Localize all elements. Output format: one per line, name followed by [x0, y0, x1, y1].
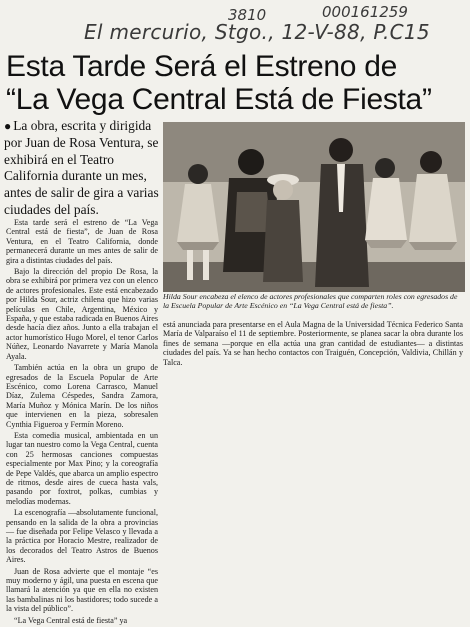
lead-text: La obra, escrita y dirigida por Juan de Rosa Ventura, se exhibirá en el Teatro California durante un mes, antes de salir de gira a varias ciudades del país.: [4, 118, 159, 217]
body-paragraph: Esta comedia musical, ambientada en un lugar tan nuestro como la Vega Central, cuenta con 25 hermosas canciones compuestas especialmente por Max Pino; y la coreografía de Pepe Valdés, que abarca un amplio espectro de ritmos, desde aires de cueca hasta vals, pasando por foxtrot, polkas, cumbias y melodías modernas.: [6, 430, 158, 506]
article-body-left-column: [6, 218, 158, 627]
body-paragraph: También actúa en la obra un grupo de egresados de la Escuela Popular de Arte Escénico, como Lorena Carrasco, Manuel Díaz, Zulema Céspedes, Sandra Zamora, María Muñoz y Mónica Marín. De los niños que intervienen en la pieza, sobresalen Cynthia Figueroa y Fermín Moreno.: [6, 363, 158, 429]
body-paragraph: “La Vega Central está de fiesta” ya: [14, 615, 128, 625]
headline-line-1: Esta Tarde Será el Estreno de: [6, 50, 397, 83]
body-paragraph: Bajo la dirección del propio De Rosa, la obra se exhibirá por primera vez con un elenco de actores profesionales. Este está encabezado por Hilda Sour, actriz chilena que hizo varias películas en Chile, Argentina, México y España, y que estaba radicada en Buenos Aires desde hacía diez años. Junto a ella trabajan el actor humorístico Hugo Morel, el tenor Carlos Núñez, Leonardo Navarrete y María Manola Ayala.: [6, 267, 158, 361]
article-photo: [163, 122, 465, 292]
article-lead: [4, 118, 162, 219]
article-body-right-column: [163, 320, 463, 369]
handwritten-source-note: El mercurio, Stgo., 12-V-88, P.C15: [84, 20, 430, 44]
handwritten-archive-number: 3810: [228, 6, 267, 24]
bullet-icon: ●: [4, 119, 12, 133]
body-paragraph: La escenografía —absolutamente funcional, pensando en la salida de la obra a provincias— fue diseñada por Felipe Velasco y llevada a la práctica por Horacio Mestre, realizador de los decorados del Teatro Astros de Buenos Aires.: [6, 508, 158, 565]
body-paragraph: Juan de Rosa advierte que el montaje “es muy moderno y ágil, una puesta en escena que llamará la atención ya que en ella no existen las bambalinas ni los bastidores; todo sucede a la vista del público”.: [6, 566, 158, 614]
body-paragraph: está anunciada para presentarse en el Aula Magna de la Universidad Técnica Federico Santa María de Valparaíso el 11 de septiembre. Posteriormente, se planea sacar la obra durante los fines de semana —porque en ella actúa una gran cantidad de estudiantes— a distintas ciudades del país. Ya se han hecho contactos con Traiguén, Concepción, Valdivia, Chillán y Talca.: [163, 320, 463, 367]
body-paragraph: Esta tarde será el estreno de “La Vega Central está de fiesta”, de Juan de Rosa Ventura, en el Teatro California, donde permanecerá durante un mes antes de salir de gira a distintas ciudades del país.: [6, 218, 158, 265]
article-headline: [6, 50, 466, 116]
handwritten-catalog-number: 000161259: [322, 3, 408, 21]
stage-photo-illustration: [163, 122, 465, 292]
headline-line-2: “La Vega Central Está de Fiesta”: [6, 83, 432, 116]
photo-caption: Hilda Sour encabeza el elenco de actores profesionales que comparten roles con egresados de la Escuela Popular de Arte Escénico en “La Vega Central está de fiesta”.: [163, 292, 458, 310]
